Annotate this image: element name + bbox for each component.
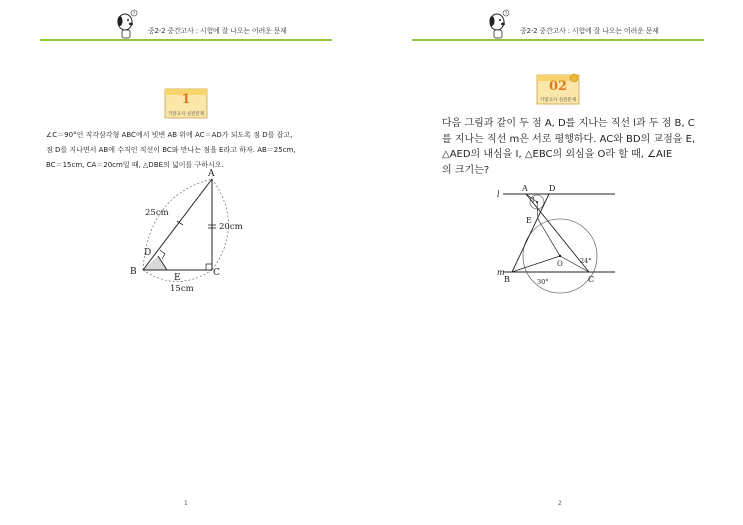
label-line-l: l	[497, 190, 500, 199]
problem-line: 를 지나는 직선 m은 서로 평행하다. AC와 BD의 교점을 E,	[442, 133, 696, 145]
label-i: I	[532, 197, 535, 204]
problem-line: BC＝15cm, CA＝20cm일 때, △DBE의 넓이를 구하시오.	[46, 161, 224, 169]
page-header	[40, 8, 332, 42]
snoopy-mascot-icon	[108, 8, 142, 40]
label-a: A	[208, 169, 215, 179]
segment-ie	[537, 202, 538, 219]
segment-oe	[538, 219, 560, 256]
header-title: 중2-2 중간고사 : 시험에 잘 나오는 어려운 문제	[520, 27, 659, 35]
label-b: B	[504, 275, 510, 284]
problem-text	[442, 116, 732, 178]
snoopy-mascot-icon	[480, 8, 514, 40]
shaded-triangle-dbe	[143, 256, 167, 270]
page-number: 1	[184, 500, 188, 507]
label-b: B	[130, 267, 137, 277]
label-o: O	[557, 260, 563, 268]
label-a: A	[522, 184, 528, 193]
length-ab: 25cm	[145, 208, 169, 218]
label-c: C	[588, 275, 595, 284]
problem-line: 의 크기는?	[442, 164, 490, 176]
badge-number: 02	[548, 79, 568, 94]
point-o	[559, 255, 561, 257]
label-d: D	[549, 184, 556, 193]
label-c: C	[213, 268, 220, 278]
right-angle-c	[206, 264, 212, 270]
page-header	[412, 8, 704, 42]
angle-30-label: 30°	[537, 278, 549, 286]
segment-ob	[512, 256, 560, 272]
svg-text:?: ?	[504, 11, 508, 17]
svg-text:?: ?	[132, 11, 136, 17]
right-angle-d	[160, 250, 165, 259]
angle-24-label: 24°	[580, 257, 592, 265]
header-rule	[412, 39, 704, 41]
label-d: D	[144, 248, 152, 258]
header-title: 중2-2 중간고사 : 시험에 잘 나오는 어려운 문제	[148, 27, 287, 35]
problem-line: 점 D를 지나면서 AB에 수직인 직선이 BC와 만나는 점을 E라고 하자. AB＝25cm,	[46, 146, 296, 154]
badge-label: 기말고사 실전문제	[539, 98, 577, 103]
page-number: 2	[558, 500, 562, 507]
label-line-m: m	[497, 268, 505, 277]
segment-ab	[143, 179, 212, 270]
length-bc: 15cm	[170, 284, 194, 294]
segment-bd	[512, 194, 549, 272]
triangle-figure	[120, 165, 270, 295]
problem-line: 다음 그림과 같이 두 점 A, D를 지나는 직선 l과 두 점 B, C	[442, 118, 695, 129]
problem-badge	[163, 86, 209, 120]
label-e: E	[526, 216, 532, 225]
point-i	[536, 201, 538, 203]
problem-line: ∠C＝90°인 직각삼각형 ABC에서 빗변 AB 위에 AC＝AD가 되도록 점 D를 잡고,	[46, 131, 293, 139]
badge-label: 기말고사 실전문제	[167, 112, 205, 117]
length-ac: 20cm	[219, 222, 243, 232]
label-e: E	[174, 273, 181, 283]
geometry-figure	[497, 180, 622, 295]
right-page	[372, 0, 743, 525]
problem-badge	[535, 72, 581, 106]
problem-line: △AED의 내심을 I, △EBC의 외심을 O라 할 때, ∠AIE	[442, 149, 673, 160]
header-rule	[40, 39, 332, 41]
badge-number: 1	[181, 92, 191, 107]
